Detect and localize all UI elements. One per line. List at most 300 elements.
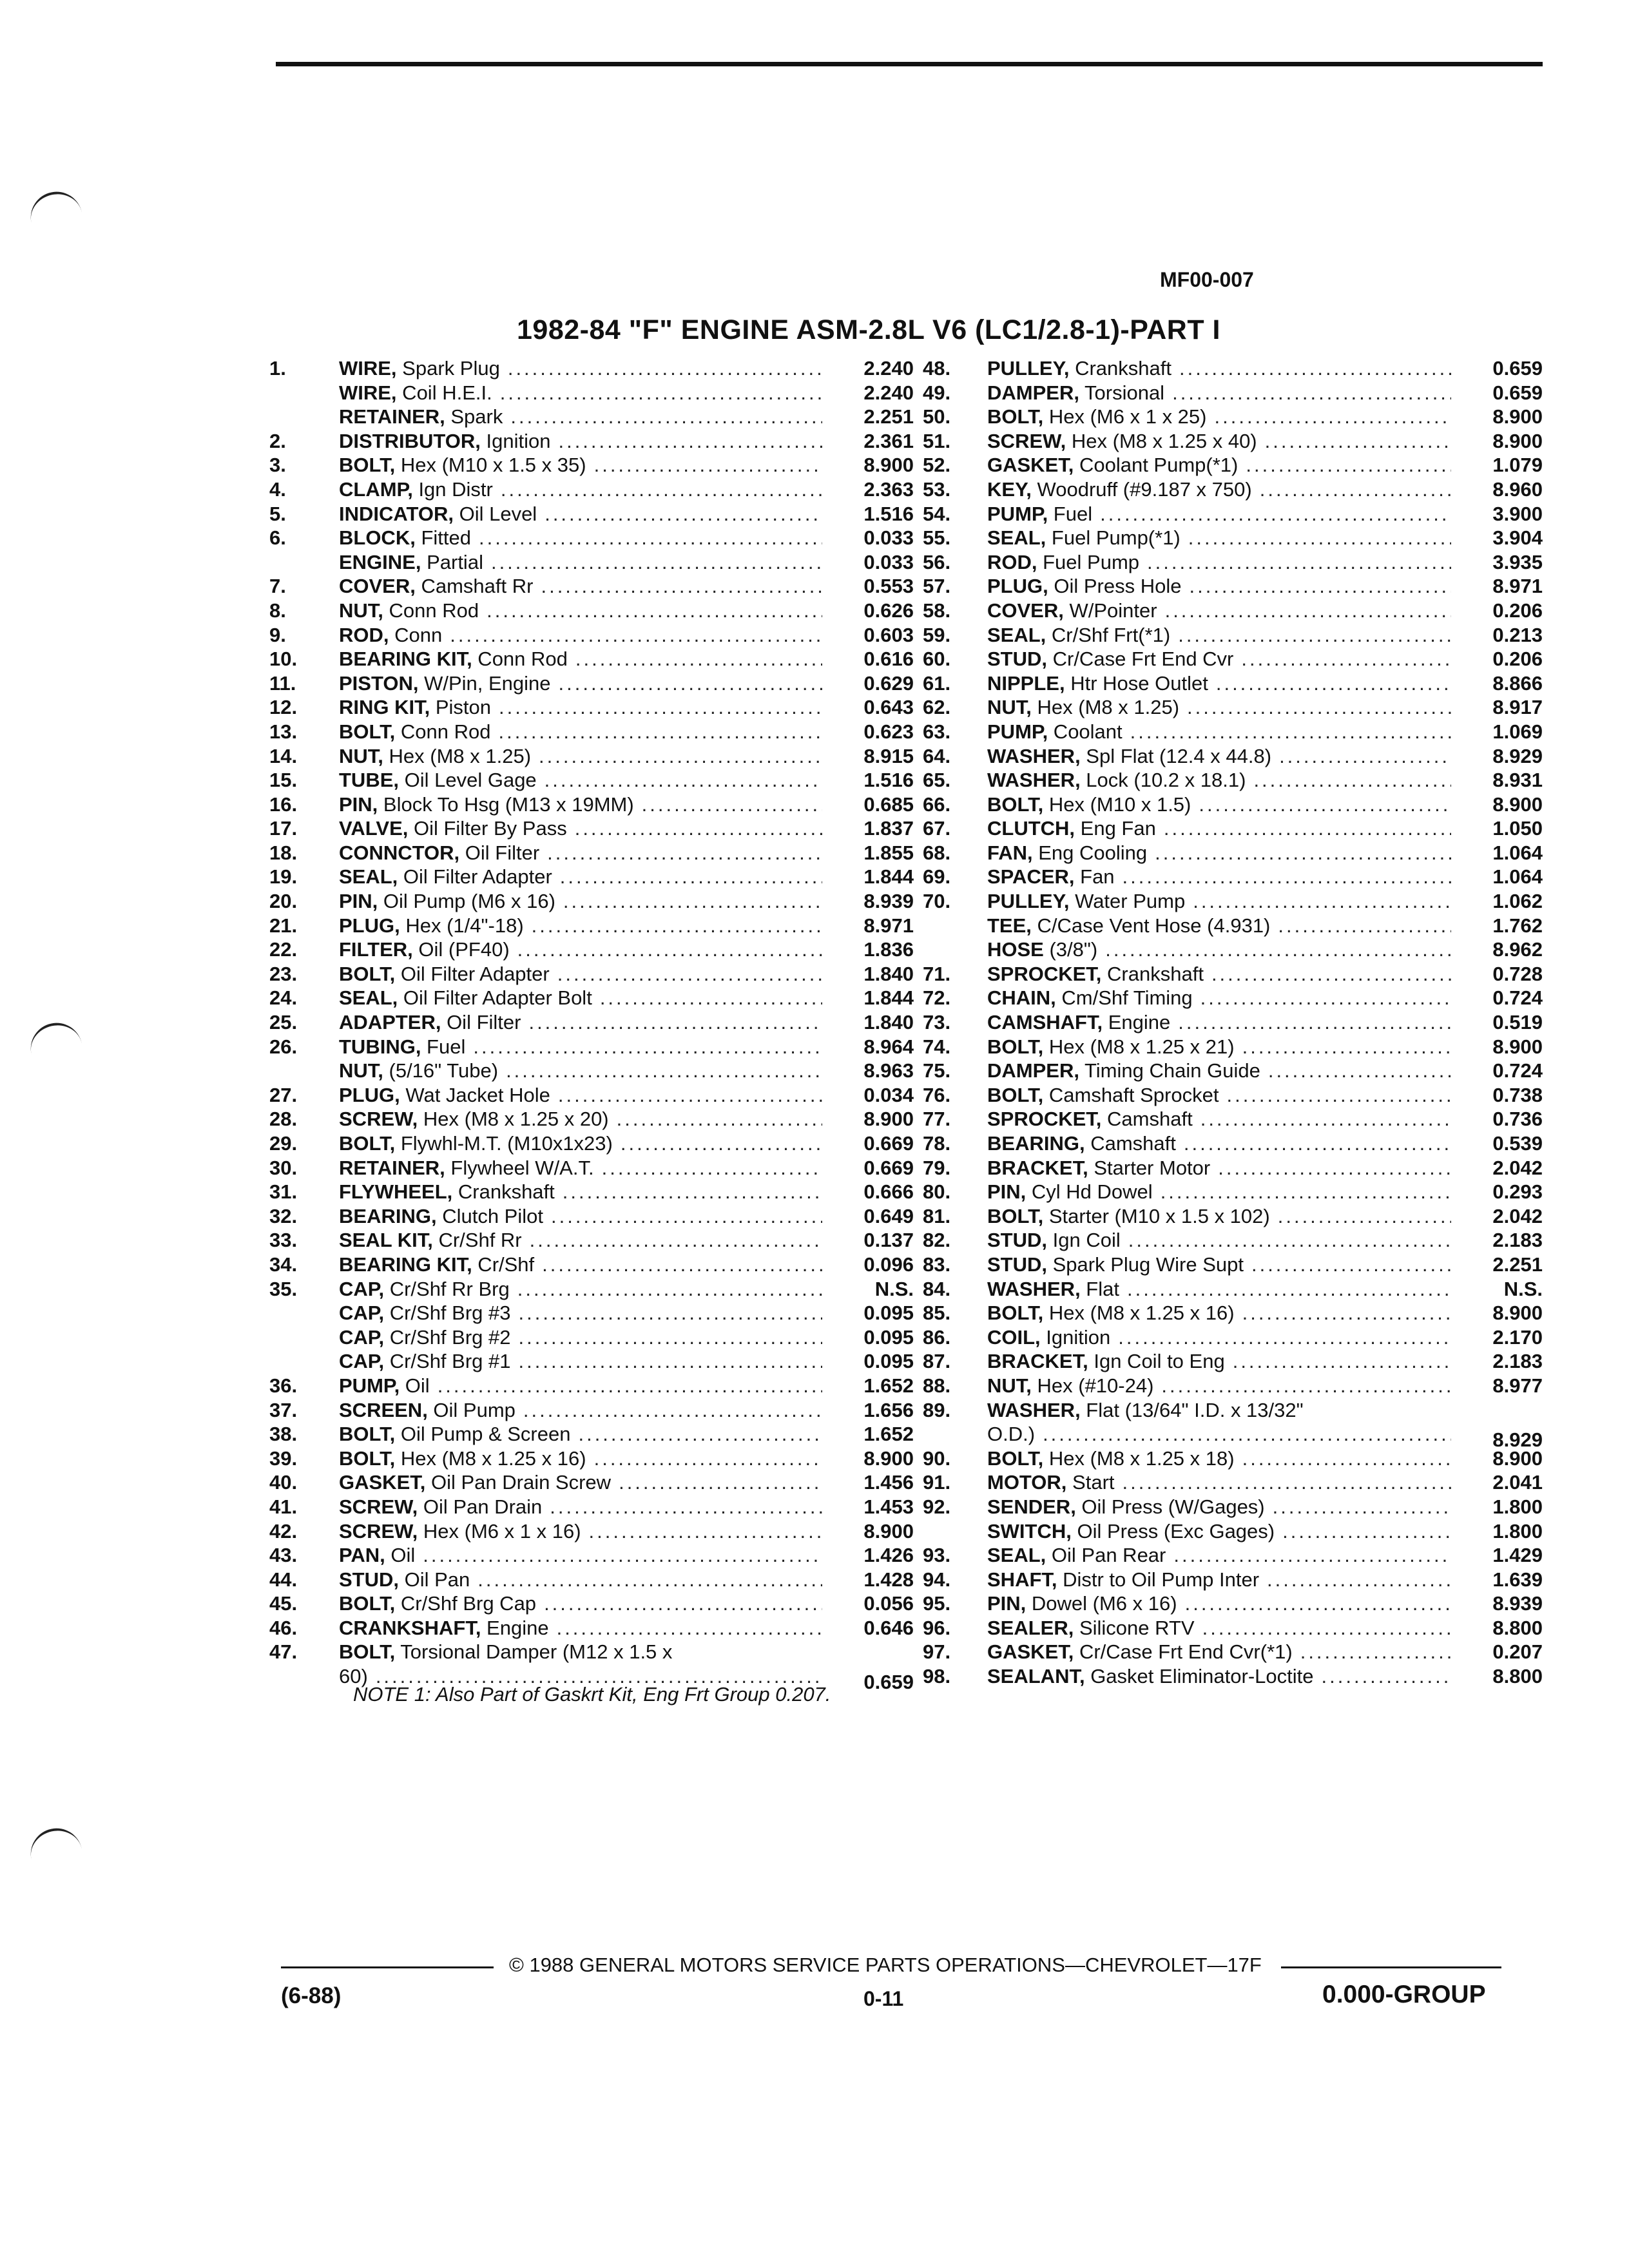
dot-leader (517, 1277, 822, 1302)
parts-row (923, 356, 1543, 381)
dot-leader (1172, 381, 1451, 405)
part-name: FAN, (987, 841, 1033, 864)
item-number: 42. (269, 1519, 298, 1542)
item-description (339, 1253, 830, 1277)
part-detail: Fuel (1048, 502, 1093, 525)
part-name: DAMPER, (987, 381, 1079, 404)
parts-row (923, 1543, 1543, 1568)
part-detail: Hex (M6 x 1 x 16) (418, 1519, 581, 1542)
dot-leader (510, 405, 822, 429)
part-name: COIL, (987, 1325, 1041, 1349)
item-number: 82. (923, 1229, 951, 1252)
group-number: 1.429 (1492, 1544, 1543, 1567)
group-number: 8.900 (863, 454, 914, 477)
item-description (987, 1325, 1459, 1350)
group-number: N.S. (874, 1277, 914, 1300)
dot-leader (1241, 647, 1451, 671)
item-number: 95. (923, 1592, 951, 1615)
part-detail: Dowel (M6 x 16) (1026, 1592, 1177, 1615)
part-detail: Hex (M6 x 1 x 25) (1043, 405, 1207, 428)
group-number: 2.183 (1492, 1350, 1543, 1373)
dot-leader (1187, 695, 1451, 720)
parts-row (269, 1640, 914, 1664)
group-number: 1.762 (1492, 914, 1543, 937)
group-number: 0.033 (863, 526, 914, 550)
group-number: 0.629 (863, 671, 914, 695)
item-description (339, 477, 830, 502)
parts-row (923, 841, 1543, 865)
binding-mark (26, 1018, 82, 1057)
item-number: 10. (269, 648, 298, 671)
item-description (339, 1107, 830, 1131)
part-detail: Oil Filter (441, 1011, 521, 1034)
part-name: NUT, (987, 696, 1032, 719)
part-detail: Hex (M8 x 1.25 x 16) (1043, 1302, 1235, 1325)
part-detail: Oil Pump (427, 1398, 516, 1421)
part-detail: Oil Pump & Screen (395, 1423, 571, 1446)
part-name: FLYWHEEL, (339, 1180, 453, 1204)
group-number: 1.069 (1492, 720, 1543, 743)
item-description (987, 1495, 1459, 1519)
item-number: 96. (923, 1616, 951, 1639)
item-description (339, 1422, 830, 1446)
part-detail: Oil Pan (399, 1568, 470, 1591)
dot-leader (1260, 477, 1451, 502)
part-detail: Hex (M10 x 1.5) (1043, 793, 1191, 816)
part-detail: Htr Hose Outlet (1065, 671, 1208, 695)
part-detail: W/Pin, Engine (418, 671, 551, 695)
parts-row (923, 1228, 1543, 1253)
parts-row (269, 1374, 914, 1398)
item-description (987, 1131, 1459, 1156)
dot-leader (517, 937, 822, 962)
item-number: 34. (269, 1253, 298, 1276)
dot-leader (1265, 429, 1451, 454)
document-code: MF00-007 (1160, 268, 1254, 291)
part-detail: Fan (1074, 865, 1115, 889)
item-number: 3. (269, 454, 286, 477)
item-description (339, 986, 830, 1010)
part-detail: Camshaft (1101, 1108, 1193, 1131)
parts-row (923, 865, 1543, 889)
parts-row (269, 816, 914, 841)
parts-row (269, 841, 914, 865)
parts-row (923, 1083, 1543, 1108)
parts-row (923, 1349, 1543, 1374)
item-number: 46. (269, 1616, 298, 1639)
item-description (339, 453, 830, 477)
item-number: 43. (269, 1544, 298, 1567)
part-name: BOLT, (987, 793, 1044, 816)
item-number: 6. (269, 526, 286, 550)
item-description (987, 381, 1459, 405)
part-name: BOLT, (339, 962, 396, 985)
item-number: 75. (923, 1059, 951, 1082)
parts-row (269, 1059, 914, 1083)
dot-leader (528, 1010, 822, 1035)
item-number: 30. (269, 1156, 298, 1179)
item-number: 28. (269, 1108, 298, 1131)
item-number: 65. (923, 769, 951, 792)
part-detail: Coolant Pump(*1) (1074, 454, 1239, 477)
group-number: 0.646 (863, 1616, 914, 1639)
group-number: 0.207 (1492, 1640, 1543, 1664)
item-description (339, 1277, 830, 1302)
item-number: 53. (923, 477, 951, 501)
parts-row (923, 816, 1543, 841)
parts-row (923, 1446, 1543, 1471)
part-name: WASHER, (987, 744, 1081, 767)
group-number: 8.963 (863, 1059, 914, 1082)
part-name: BOLT, (987, 1035, 1044, 1058)
item-number: 92. (923, 1495, 951, 1518)
item-number: 15. (269, 769, 298, 792)
part-name: STUD, (987, 648, 1047, 671)
part-name: BOLT, (987, 1446, 1044, 1470)
item-description (987, 793, 1459, 817)
parts-row (923, 1035, 1543, 1059)
group-number: 0.213 (1492, 623, 1543, 646)
part-name: SWITCH, (987, 1519, 1072, 1542)
dot-leader (1173, 1543, 1451, 1568)
part-detail: Spark (445, 405, 503, 428)
parts-row (923, 889, 1543, 914)
part-detail: Distr to Oil Pump Inter (1057, 1568, 1260, 1591)
part-name: NIPPLE, (987, 671, 1065, 695)
part-detail: W/Pointer (1063, 599, 1157, 622)
group-number: 8.917 (1492, 696, 1543, 719)
part-detail: Oil Pan Drain Screw (425, 1471, 612, 1494)
part-name: VALVE, (339, 817, 409, 840)
part-detail: Starter Motor (1088, 1156, 1211, 1179)
part-detail: Conn Rod (472, 648, 568, 671)
group-number: 1.062 (1492, 890, 1543, 913)
part-detail: Conn Rod (383, 599, 479, 622)
group-label: 0.000-GROUP (1322, 1981, 1486, 2008)
dot-leader (1161, 1374, 1451, 1398)
group-number: 1.840 (863, 1011, 914, 1034)
item-number: 33. (269, 1229, 298, 1252)
part-name: BEARING KIT, (339, 648, 472, 671)
item-description (987, 695, 1459, 720)
item-number: 63. (923, 720, 951, 743)
part-name: CLUTCH, (987, 817, 1075, 840)
parts-row (923, 502, 1543, 526)
part-detail: Hex (M10 x 1.5 x 35) (395, 454, 586, 477)
part-detail: Piston (430, 696, 492, 719)
item-description (987, 405, 1459, 429)
group-number: 0.643 (863, 696, 914, 719)
part-detail: Hex (M8 x 1.25 x 20) (418, 1108, 609, 1131)
item-description (987, 1664, 1459, 1689)
item-number: 48. (923, 357, 951, 380)
part-name: SEAL, (987, 1544, 1046, 1567)
dot-leader (1185, 1591, 1451, 1616)
part-detail: (5/16" Tube) (383, 1059, 499, 1082)
item-number: 81. (923, 1204, 951, 1227)
part-detail: Cr/Shf Brg Cap (395, 1592, 537, 1615)
part-detail: Oil Level Gage (399, 769, 537, 792)
parts-row (269, 1422, 914, 1446)
part-name: HOSE (987, 938, 1044, 961)
dot-leader (1268, 1059, 1451, 1083)
part-name: CLAMP, (339, 477, 413, 501)
item-number: 61. (923, 671, 951, 695)
part-name: SEAL, (339, 986, 398, 1010)
dot-leader (589, 1519, 822, 1544)
group-number: 1.800 (1492, 1495, 1543, 1518)
dot-leader (541, 574, 822, 599)
item-description (339, 671, 830, 696)
parts-row (923, 1591, 1543, 1616)
part-detail: Cm/Shf Timing (1055, 986, 1193, 1010)
dot-leader (1184, 1131, 1451, 1156)
part-name: ADAPTER, (339, 1011, 441, 1034)
item-description (987, 1568, 1459, 1592)
item-description (339, 889, 830, 914)
item-number: 62. (923, 696, 951, 719)
part-detail: Wat Jacket Hole (400, 1083, 550, 1106)
part-name: BOLT, (987, 405, 1044, 428)
item-description (339, 1131, 830, 1156)
part-detail: Hex (M8 x 1.25) (1031, 696, 1180, 719)
group-number: 8.971 (1492, 575, 1543, 598)
part-name: RING KIT, (339, 696, 430, 719)
item-number: 21. (269, 914, 298, 937)
group-number: 0.206 (1492, 648, 1543, 671)
item-description (987, 937, 1459, 962)
part-name: TEE, (987, 914, 1032, 937)
part-detail: Cr/Shf Brg #3 (384, 1302, 511, 1325)
group-number: 1.836 (863, 938, 914, 961)
group-number: 0.623 (863, 720, 914, 743)
part-detail: Oil Filter Adapter Bolt (398, 986, 592, 1010)
group-number: 0.616 (863, 648, 914, 671)
item-number: 47. (269, 1640, 298, 1664)
binding-mark (26, 187, 82, 226)
part-name: ENGINE, (339, 550, 421, 573)
parts-row (269, 1010, 914, 1035)
part-detail: Oil Filter By Pass (408, 817, 567, 840)
item-number: 64. (923, 744, 951, 767)
item-description (987, 1107, 1459, 1131)
part-detail: Hex (M8 x 1.25 x 40) (1066, 429, 1257, 452)
item-description (339, 550, 830, 575)
part-name: CAP, (339, 1277, 385, 1300)
dot-leader (542, 1253, 822, 1277)
item-description (339, 865, 830, 889)
dot-leader (545, 768, 822, 793)
part-name: SPROCKET, (987, 962, 1102, 985)
group-number: 8.900 (1492, 405, 1543, 428)
part-detail: Torsional Damper (M12 x 1.5 x (395, 1640, 673, 1664)
group-number: 1.656 (863, 1398, 914, 1421)
group-number: 0.649 (863, 1204, 914, 1227)
part-name: BOLT, (987, 1083, 1044, 1106)
part-detail: Spark Plug (396, 357, 500, 380)
part-detail: Cyl Hd Dowel (1026, 1180, 1153, 1204)
item-number: 26. (269, 1035, 298, 1058)
part-name: GASKET, (339, 1471, 426, 1494)
dot-leader (1253, 768, 1451, 793)
parts-row (269, 986, 914, 1010)
part-name: TUBING, (339, 1035, 421, 1058)
parts-row (923, 1107, 1543, 1131)
item-number: 60. (923, 648, 951, 671)
parts-row (269, 1543, 914, 1568)
dot-leader (1130, 720, 1451, 744)
group-number: 0.293 (1492, 1180, 1543, 1204)
dot-leader (1155, 841, 1451, 865)
item-number: 78. (923, 1132, 951, 1155)
parts-row (269, 1301, 914, 1325)
part-detail: Camshaft Sprocket (1043, 1083, 1219, 1106)
part-name: PAN, (339, 1544, 385, 1567)
part-detail: Conn (389, 623, 443, 646)
parts-row (269, 405, 914, 429)
item-number: 97. (923, 1640, 951, 1664)
parts-row (923, 1010, 1543, 1035)
group-number: 0.095 (863, 1325, 914, 1349)
dot-leader (575, 816, 822, 841)
dot-leader (530, 1228, 822, 1253)
part-name: SPACER, (987, 865, 1075, 889)
part-name: BLOCK, (339, 526, 416, 550)
group-number: 2.251 (863, 405, 914, 428)
item-number: 68. (923, 841, 951, 864)
item-description (339, 1495, 830, 1519)
item-number: 44. (269, 1568, 298, 1591)
item-number: 14. (269, 744, 298, 767)
item-description (339, 1568, 830, 1592)
part-name: CHAIN, (987, 986, 1056, 1010)
item-description (339, 526, 830, 550)
dot-leader (578, 1422, 822, 1446)
part-name: SCREEN, (339, 1398, 428, 1421)
part-detail: Flat (1080, 1277, 1119, 1300)
dot-leader (1273, 1495, 1451, 1519)
parts-row (269, 1470, 914, 1495)
part-detail: Fitted (415, 526, 471, 550)
group-number: 8.964 (863, 1035, 914, 1058)
item-number: 55. (923, 526, 951, 550)
item-description (339, 1301, 830, 1325)
group-number: 0.033 (863, 550, 914, 573)
part-detail: Ignition (1040, 1325, 1111, 1349)
item-description (987, 1204, 1459, 1229)
part-name: CAP, (339, 1302, 385, 1325)
part-name: GASKET, (987, 454, 1074, 477)
part-detail: Hex (1/4"-18) (400, 914, 524, 937)
part-detail: Oil Filter Adapter (395, 962, 550, 985)
part-detail: Eng Cooling (1032, 841, 1148, 864)
item-description (987, 1301, 1459, 1325)
item-description (987, 429, 1459, 454)
item-description (339, 1204, 830, 1229)
group-number: 1.516 (863, 769, 914, 792)
part-name: PIN, (987, 1592, 1027, 1615)
group-number: 8.962 (1492, 938, 1543, 961)
item-description (987, 1035, 1459, 1059)
part-name: CAMSHAFT, (987, 1011, 1103, 1034)
group-number: 2.363 (863, 477, 914, 501)
group-number: 2.170 (1492, 1325, 1543, 1349)
item-description (339, 720, 830, 744)
dot-leader (1188, 526, 1451, 550)
dot-leader (1161, 1180, 1451, 1204)
item-number: 71. (923, 962, 951, 985)
item-description (987, 1277, 1459, 1302)
item-description (339, 1519, 830, 1544)
part-detail: Cr/Shf Rr (432, 1229, 522, 1252)
group-number: 1.064 (1492, 841, 1543, 864)
dot-leader (1105, 937, 1451, 962)
part-name: BOLT, (339, 1640, 396, 1664)
item-description (339, 1156, 830, 1180)
item-number: 91. (923, 1471, 951, 1494)
part-name: COVER, (339, 575, 416, 598)
parts-row (269, 914, 914, 938)
parts-row (269, 599, 914, 623)
part-name: SEAL KIT, (339, 1229, 433, 1252)
item-number: 49. (923, 381, 951, 404)
part-name: SEAL, (987, 623, 1046, 646)
part-name: WIRE, (339, 357, 397, 380)
part-name: CAP, (339, 1350, 385, 1373)
part-name: WASHER, (987, 769, 1081, 792)
dot-leader (1178, 1010, 1451, 1035)
part-detail: Timing Chain Guide (1079, 1059, 1260, 1082)
part-name: SEALER, (987, 1616, 1074, 1639)
item-description (987, 914, 1459, 938)
item-number: 93. (923, 1544, 951, 1567)
part-detail: Silicone RTV (1074, 1616, 1195, 1639)
dot-leader (438, 1374, 822, 1398)
dot-leader (473, 1035, 822, 1059)
part-detail: Oil Pan Drain (418, 1495, 543, 1518)
part-name: GASKET, (987, 1640, 1074, 1664)
parts-row (923, 1470, 1543, 1495)
dot-leader (423, 1543, 822, 1568)
part-detail: 60) (339, 1665, 368, 1688)
part-detail: Spark Plug Wire Supt (1047, 1253, 1244, 1276)
part-name: STUD, (339, 1568, 399, 1591)
item-number: 74. (923, 1035, 951, 1058)
part-name: BOLT, (339, 720, 396, 743)
item-number: 27. (269, 1083, 298, 1106)
item-number: 37. (269, 1398, 298, 1421)
dot-leader (558, 1083, 822, 1108)
group-number: 8.900 (1492, 1302, 1543, 1325)
item-number: 58. (923, 599, 951, 622)
item-number: 73. (923, 1011, 951, 1034)
parts-row (923, 1156, 1543, 1180)
dot-leader (544, 1591, 822, 1616)
item-number: 51. (923, 429, 951, 452)
dot-leader (594, 1446, 822, 1471)
group-number: 0.724 (1492, 986, 1543, 1010)
dot-leader (519, 1349, 823, 1374)
item-description (987, 962, 1459, 986)
part-name: PLUG, (339, 914, 400, 937)
parts-row (923, 405, 1543, 429)
part-name: BRACKET, (987, 1350, 1088, 1373)
item-description (339, 744, 830, 769)
group-number: 8.800 (1492, 1665, 1543, 1688)
part-detail: Spl Flat (12.4 x 44.8) (1080, 744, 1272, 767)
part-name: PLUG, (339, 1083, 400, 1106)
part-name: BOLT, (339, 1423, 396, 1446)
